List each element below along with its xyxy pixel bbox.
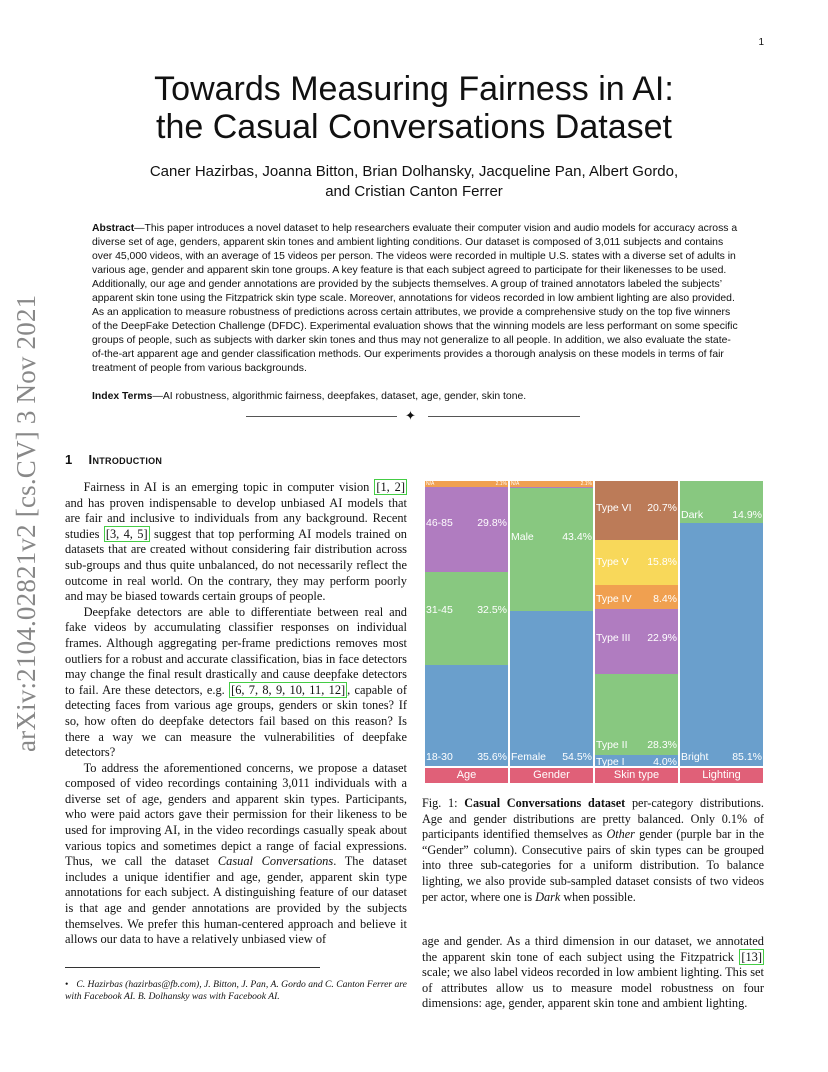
segment-name: N/A bbox=[426, 481, 435, 488]
col2-text-b: scale; we also label videos recorded in low ambient lighting. This set of attributes allow us to measure model robustness on four dimensions: age, gender, apparent skin tone and ambient lighting. bbox=[422, 965, 764, 1011]
separator-diamond-icon: ✦ bbox=[405, 408, 416, 423]
caption-text-b: gender (purple bar in the “Gender” column). Consecutive pairs of skin types can be grouped into three sub-categories for a uniform distribution. To balance lighting, we also provide sub-sampled dataset consists of two videos per actor, where one is bbox=[422, 827, 764, 904]
segment-name: Female bbox=[511, 751, 547, 763]
footnote bbox=[65, 979, 407, 1003]
segment-label bbox=[681, 751, 762, 763]
segment-value: 8.4% bbox=[653, 593, 677, 606]
segment-name: Bright bbox=[681, 751, 709, 763]
segment-value: 35.6% bbox=[477, 751, 507, 763]
segment-value: 4.0% bbox=[653, 755, 677, 768]
intro-column-right bbox=[422, 934, 764, 1012]
segment-value: 32.5% bbox=[477, 604, 507, 617]
caption-text-c: when possible. bbox=[560, 889, 636, 904]
category-label: Lighting bbox=[680, 768, 763, 783]
segment-name: Type III bbox=[596, 631, 631, 644]
segment-value: 2.1% bbox=[495, 481, 507, 488]
intro-column-left bbox=[65, 480, 407, 948]
segment-value: 2.1% bbox=[580, 481, 592, 488]
title-line-1: Towards Measuring Fairness in AI: bbox=[154, 70, 674, 108]
footnote-text: C. Hazirbas (hazirbas@fb.com), J. Bitton, J. Pan, A. Gordo and C. Canton Ferrer are with Facebook AI. B. Dolhansky was with Facebook AI. bbox=[65, 979, 407, 1002]
caption-em: Other bbox=[606, 827, 635, 842]
segment-label-small bbox=[426, 481, 507, 487]
caption-text-a: per-category distributions. Age and gender distributions are pretty balanced. Only 0.1% of participants identified themselves as bbox=[422, 796, 764, 842]
bar-segment bbox=[425, 572, 508, 665]
arxiv-stamp: arXiv:2104.02821v2 [cs.CV] 3 Nov 2021 bbox=[11, 294, 41, 752]
footnote-rule bbox=[65, 967, 320, 968]
segment-label bbox=[511, 531, 592, 543]
caption-bold: Casual Conversations dataset bbox=[464, 796, 626, 810]
segment-name: Type VI bbox=[596, 501, 632, 514]
segment-name: Type IV bbox=[596, 593, 632, 606]
segment-name: Male bbox=[511, 530, 534, 543]
segment-value: 20.7% bbox=[647, 501, 677, 514]
paragraph-1 bbox=[65, 480, 407, 605]
page-number: 1 bbox=[758, 37, 764, 48]
segment-name: 31-45 bbox=[426, 604, 453, 617]
p1-text-c: suggest that top performing AI models trained on datasets that are created without considering fair distribution across sub-groups and thus quite unbalanced, do not necessarily reflect the outcome in real world. On the contrary, they may perform poorly and may be biased towards certain groups of people. bbox=[65, 526, 407, 604]
section-heading bbox=[65, 452, 162, 467]
abstract-label: Abstract bbox=[92, 223, 135, 234]
segment-name: Dark bbox=[681, 509, 704, 521]
category-label: Age bbox=[425, 768, 508, 783]
figure-caption bbox=[422, 796, 764, 905]
segment-label bbox=[426, 751, 507, 763]
paper-title bbox=[0, 70, 828, 146]
segment-name: 46-85 bbox=[426, 516, 453, 529]
segment-value: 15.8% bbox=[647, 555, 677, 568]
segment-label bbox=[596, 502, 677, 514]
index-terms bbox=[92, 390, 738, 404]
authors bbox=[0, 162, 828, 202]
dataset-name: Casual Conversations bbox=[217, 854, 334, 869]
segment-value: 54.5% bbox=[562, 751, 592, 763]
segment-value: 43.4% bbox=[562, 530, 592, 543]
segment-label bbox=[596, 739, 677, 751]
index-text: —AI robustness, algorithmic fairness, deepfakes, dataset, age, gender, skin tone. bbox=[152, 391, 527, 402]
segment-value: 14.9% bbox=[732, 509, 762, 521]
segment-name: 18-30 bbox=[426, 751, 453, 763]
authors-line-2: and Cristian Canton Ferrer bbox=[325, 183, 503, 200]
p1-text-a: Fairness in AI is an emerging topic in computer vision bbox=[83, 480, 375, 494]
segment-label bbox=[426, 517, 507, 529]
segment-value: 29.8% bbox=[477, 516, 507, 529]
bar-segment bbox=[425, 487, 508, 572]
bar-segment bbox=[510, 487, 593, 611]
distribution-chart bbox=[424, 481, 764, 783]
segment-name: Type II bbox=[596, 738, 628, 751]
segment-label bbox=[596, 756, 677, 768]
p3-text-b: . The dataset includes a unique identifier and age, gender, apparent skin type annotations for each subject. A distinguishing feature of our dataset is that age and gender annotations are provided by the subjects themselves. We prefer this human-centered approach and believe it allows our data to have a relatively unbiased view of bbox=[65, 854, 408, 947]
p2-text-b: , capable of detecting faces from various age groups, genders or skin tones? If so, how often do deepfake detectors fail based on this reason? Is there a way we can measure the vulnerabilities of deepfake detectors? bbox=[65, 682, 407, 760]
section-title: Introduction bbox=[88, 452, 163, 467]
segment-label bbox=[511, 751, 592, 763]
segment-label-small bbox=[511, 481, 592, 487]
p2-text-a: Deepfake detectors are able to differentiate between real and fake videos by accumulating classifier responses on individual frames. Although aggregating per-frame predictions removes most outliers for a robust and accurate classification, bias in face detectors may change the final result drastically and cause deepfake detectors to fail. Are these detectors, e.g. bbox=[65, 604, 407, 697]
category-label: Skin type bbox=[595, 768, 678, 783]
title-line-2: the Casual Conversations Dataset bbox=[156, 108, 672, 146]
segment-name: N/A bbox=[511, 481, 520, 488]
section-separator bbox=[246, 409, 580, 425]
citation-link[interactable]: [3, 4, 5] bbox=[105, 526, 148, 541]
segment-value: 85.1% bbox=[732, 751, 762, 763]
segment-label bbox=[596, 593, 677, 605]
separator-line-left bbox=[246, 416, 397, 417]
footnote-bullet: • bbox=[65, 979, 69, 990]
separator-line-right bbox=[428, 416, 580, 417]
p1-text-b: and has proven indispensable to develop unbiased AI models that are fair and inclusive to individuals from any background. Recent studies bbox=[65, 495, 407, 541]
segment-value: 28.3% bbox=[647, 738, 677, 751]
col2-text-a: age and gender. As a third dimension in our dataset, we annotated the apparent skin tone of each subject using the Fitzpatrick bbox=[422, 934, 764, 964]
citation-link[interactable]: [1, 2] bbox=[376, 480, 406, 494]
abstract bbox=[92, 222, 738, 376]
section-number: 1 bbox=[65, 452, 73, 467]
segment-name: Type I bbox=[596, 755, 625, 768]
paragraph-3 bbox=[65, 761, 407, 948]
paragraph-2 bbox=[65, 605, 407, 761]
segment-label bbox=[596, 556, 677, 568]
segment-label bbox=[681, 509, 762, 521]
index-label: Index Terms bbox=[92, 391, 153, 402]
segment-label bbox=[596, 632, 677, 644]
authors-line-1: Caner Hazirbas, Joanna Bitton, Brian Dolhansky, Jacqueline Pan, Albert Gordo, bbox=[149, 163, 679, 180]
bar-segment bbox=[510, 611, 593, 766]
segment-name: Type V bbox=[596, 555, 629, 568]
citation-link[interactable]: [6, 7, 8, 9, 10, 11, 12] bbox=[231, 682, 346, 697]
caption-label: Fig. 1: bbox=[422, 796, 465, 810]
citation-link[interactable]: [13] bbox=[741, 949, 762, 964]
bar-segment bbox=[680, 523, 763, 766]
segment-label bbox=[426, 604, 507, 616]
caption-em2: Dark bbox=[535, 889, 561, 904]
category-label: Gender bbox=[510, 768, 593, 783]
p3-text-a: To address the aforementioned concerns, we propose a dataset composed of video recordings containing 3,011 individuals with a diverse set of age, genders and apparent skin types. Participants, who were paid actors gave their permission for their likeness to be used for improving AI, in the video recordings casually speak about various topics and sometimes depict a range of facial expressions. Thus, we call the dataset bbox=[65, 760, 407, 869]
segment-value: 22.9% bbox=[647, 631, 677, 644]
abstract-text: —This paper introduces a novel dataset to help researchers evaluate their computer vision and audio models for accuracy across a diverse set of age, genders, apparent skin tones and ambient lighting conditions. Our dataset is composed of 3,011 subjects and contains over 45,000 videos, with an average of 15 videos per person. The videos were recorded in multiple U.S. states with a diverse set of adults in various age, gender and apparent skin tone groups. A key feature is that each subject agreed to participate for their likenesses to be used. Additionally, our age and gender annotations are provided by the subjects themselves. A group of trained annotators labeled the subjects’ apparent skin tone using the Fitzpatrick skin type scale. Moreover, annotations for videos recorded in low ambient lighting are also provided. As an application to measure robustness of predictions across certain attributes, we provide a comprehensive study on the top five winners of the DeepFake Detection Challenge (DFDC). Experimental evaluation shows that the winning models are less performant on some specific groups of people, such as subjects with darker skin tones and thus may not generalize to all people. In addition, we also evaluate the state-of-the-art apparent age and gender classification methods. Our experiments provides a thorough analysis on these models in terms of fair treatment of people from various backgrounds. bbox=[92, 223, 738, 374]
